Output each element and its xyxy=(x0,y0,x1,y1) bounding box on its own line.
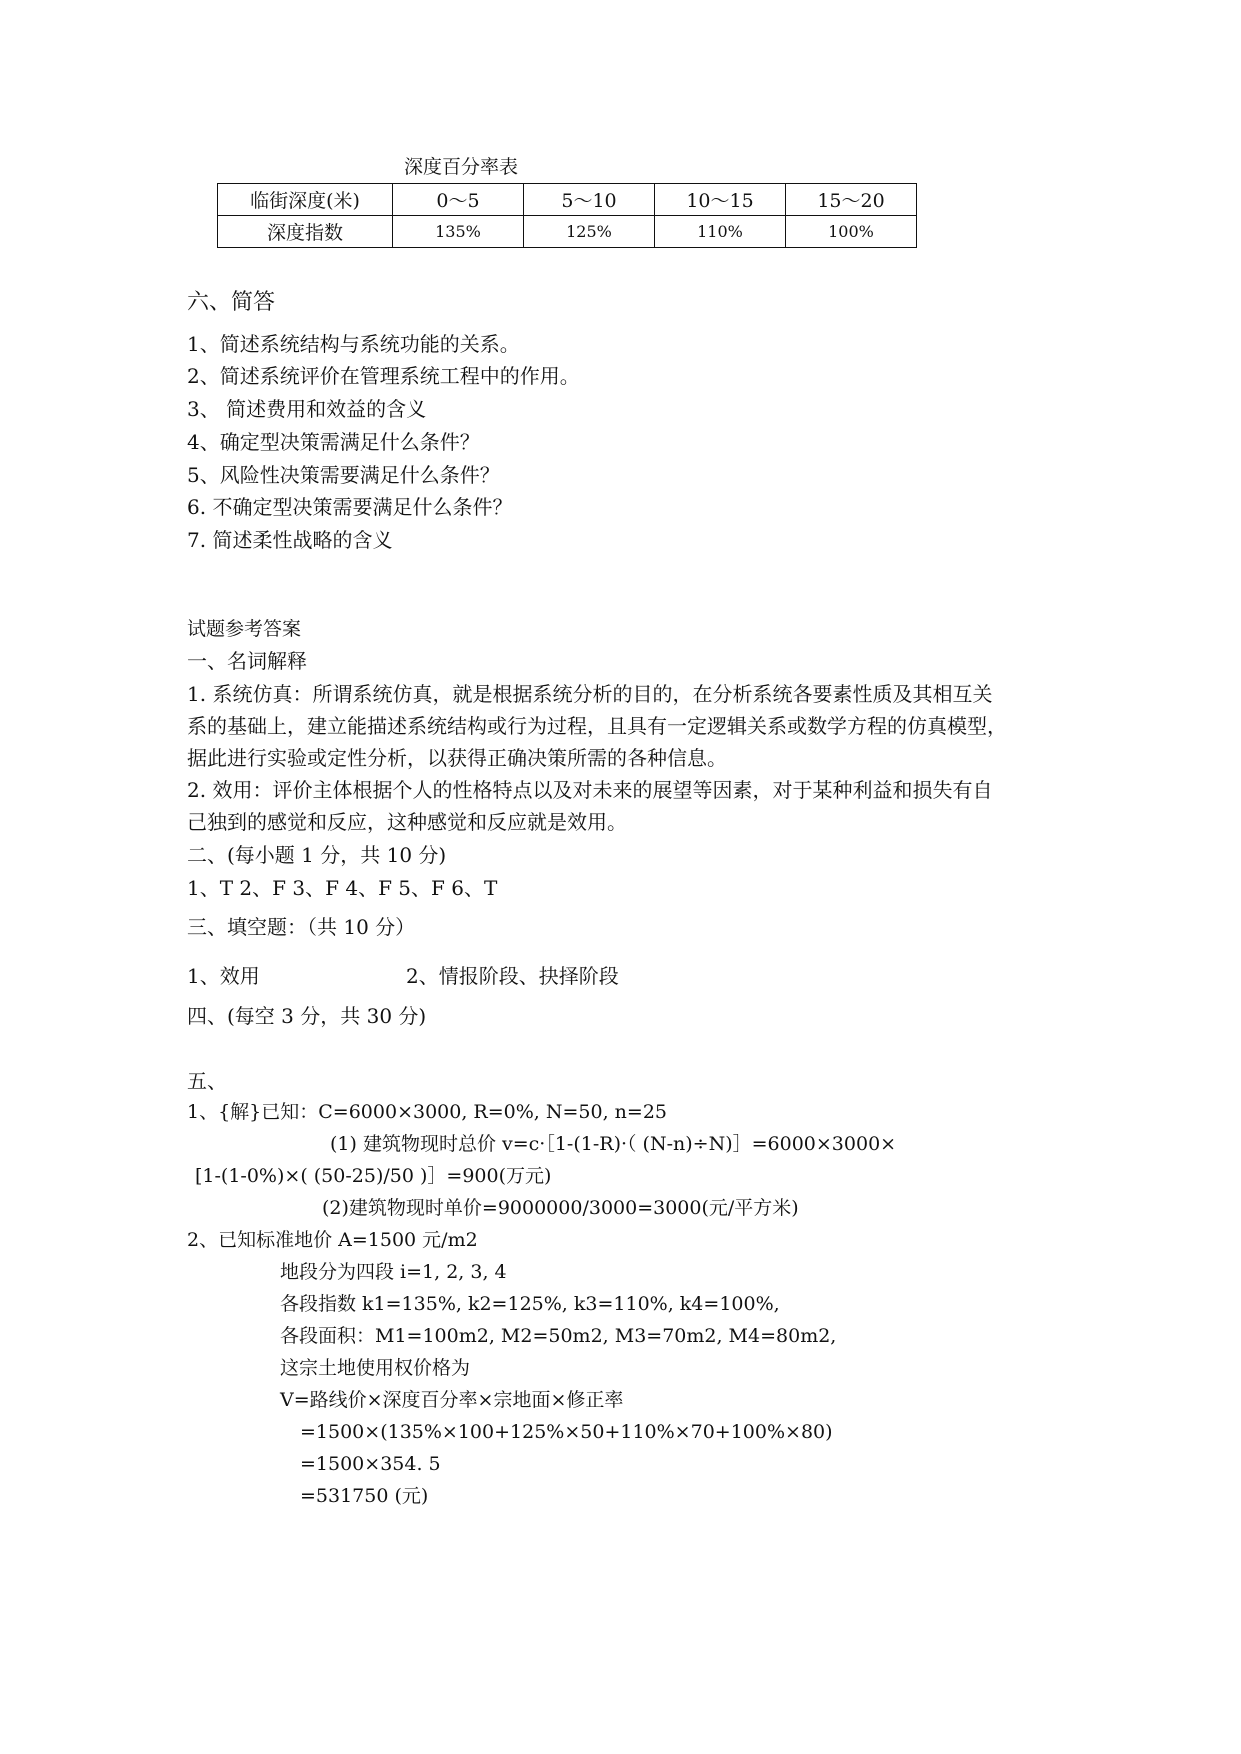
section-heading: 一、名词解释 xyxy=(187,649,307,673)
table-cell: 临街深度(米) xyxy=(218,184,393,216)
calc-line: 各段面积：M1=100m2, M2=50m2, M3=70m2, M4=80m2, xyxy=(280,1325,837,1347)
calc-line: 地段分为四段 i=1, 2, 3, 4 xyxy=(280,1261,507,1283)
paragraph-line: 己独到的感觉和反应，这种感觉和反应就是效用。 xyxy=(187,810,627,834)
paragraph-line: 1. 系统仿真：所谓系统仿真，就是根据系统分析的目的，在分析系统各要素性质及其相互关 xyxy=(187,682,993,706)
table-caption: 深度百分率表 xyxy=(404,156,519,178)
list-item: 2、简述系统评价在管理系统工程中的作用。 xyxy=(187,364,580,388)
paragraph-line: 系的基础上，建立能描述系统结构或行为过程，且具有一定逻辑关系或数学方程的仿真模型， xyxy=(187,714,1007,738)
calc-line: 1、{解}已知：C=6000×3000, R=0%, N=50, n=25 xyxy=(187,1101,668,1123)
calc-line: =1500×354. 5 xyxy=(300,1453,441,1475)
answer-line: 1、T 2、F 3、F 4、F 5、F 6、T xyxy=(187,876,498,900)
calc-line: [1-(1-0%)×( (50-25)/50 )］=900(万元) xyxy=(195,1165,552,1187)
calc-line: =531750 (元) xyxy=(300,1485,429,1507)
paragraph-line: 2. 效用：评价主体根据个人的性格特点以及对未来的展望等因素，对于某种利益和损失有自 xyxy=(187,778,993,802)
calc-line: V=路线价×深度百分率×宗地面×修正率 xyxy=(280,1389,624,1411)
section-heading: 六、简答 xyxy=(187,290,276,315)
depth-percentage-table xyxy=(217,183,917,248)
answer-line: 2、情报阶段、抉择阶段 xyxy=(406,964,619,988)
list-item: 4、确定型决策需满足什么条件？ xyxy=(187,430,480,454)
calc-line: 2、已知标准地价 A=1500 元/m2 xyxy=(187,1229,478,1251)
calc-line: 这宗土地使用权价格为 xyxy=(280,1357,471,1379)
section-heading: 二、(每小题 1 分，共 10 分) xyxy=(187,843,447,867)
list-item: 1、简述系统结构与系统功能的关系。 xyxy=(187,332,520,356)
table-cell: 110% xyxy=(655,216,786,248)
calc-line: (2)建筑物现时单价=9000000/3000=3000(元/平方米) xyxy=(322,1197,799,1219)
table-cell: 15～20 xyxy=(786,184,917,216)
answers-title: 试题参考答案 xyxy=(187,618,302,640)
table-header-row xyxy=(218,184,917,216)
table-cell: 100% xyxy=(786,216,917,248)
section-heading: 三、填空题：（共 10 分） xyxy=(187,915,416,939)
table-cell: 深度指数 xyxy=(218,216,393,248)
calc-line: =1500×(135%×100+125%×50+110%×70+100%×80) xyxy=(300,1421,833,1443)
list-item: 5、风险性决策需要满足什么条件？ xyxy=(187,463,500,487)
table-cell: 5～10 xyxy=(524,184,655,216)
table-cell: 10～15 xyxy=(655,184,786,216)
table-cell: 125% xyxy=(524,216,655,248)
list-item: 3、 简述费用和效益的含义 xyxy=(187,397,427,421)
calc-line: (1) 建筑物现时总价 v=c·［1-(1-R)·（ (N-n)÷N)］=6000×3000× xyxy=(330,1133,897,1155)
table-cell: 135% xyxy=(393,216,524,248)
table-row xyxy=(218,216,917,248)
list-item: 7. 简述柔性战略的含义 xyxy=(187,528,393,552)
list-item: 6. 不确定型决策需要满足什么条件？ xyxy=(187,495,513,519)
section-heading: 五、 xyxy=(187,1069,227,1093)
section-heading: 四、(每空 3 分，共 30 分) xyxy=(187,1004,427,1028)
calc-line: 各段指数 k1=135%, k2=125%, k3=110%, k4=100%, xyxy=(280,1293,780,1315)
answer-line: 1、效用 xyxy=(187,964,260,988)
paragraph-line: 据此进行实验或定性分析，以获得正确决策所需的各种信息。 xyxy=(187,746,727,770)
table-cell: 0～5 xyxy=(393,184,524,216)
